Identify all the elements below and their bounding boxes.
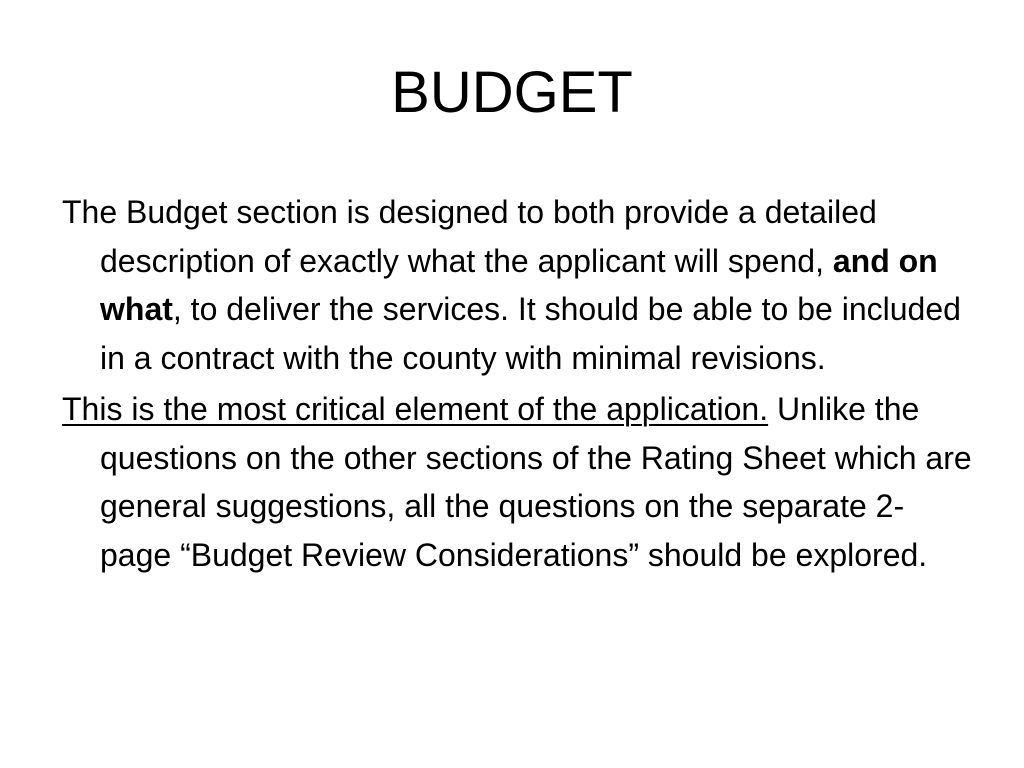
- paragraph-1-bold-text: and on what: [100, 242, 938, 327]
- paragraph-budget-description: [62, 188, 972, 382]
- paragraph-critical-element: [62, 385, 972, 579]
- paragraph-1-text-before: The Budget section is designed to both provide a detailed description of exactly what the applicant will spend,: [62, 194, 877, 279]
- paragraph-2-text-after: Unlike the questions on the other sections of the Rating Sheet which are general suggestions, all the questions on the separate 2-page “Budget Review Considerations” should be explored.: [100, 391, 972, 573]
- paragraph-1-text-after: , to deliver the services. It should be able to be included in a contract with the county with minimal revisions.: [100, 291, 961, 376]
- paragraph-2-underlined-text: This is the most critical element of the application.: [62, 391, 769, 427]
- slide-title: BUDGET: [391, 60, 633, 125]
- slide-body: [62, 188, 972, 582]
